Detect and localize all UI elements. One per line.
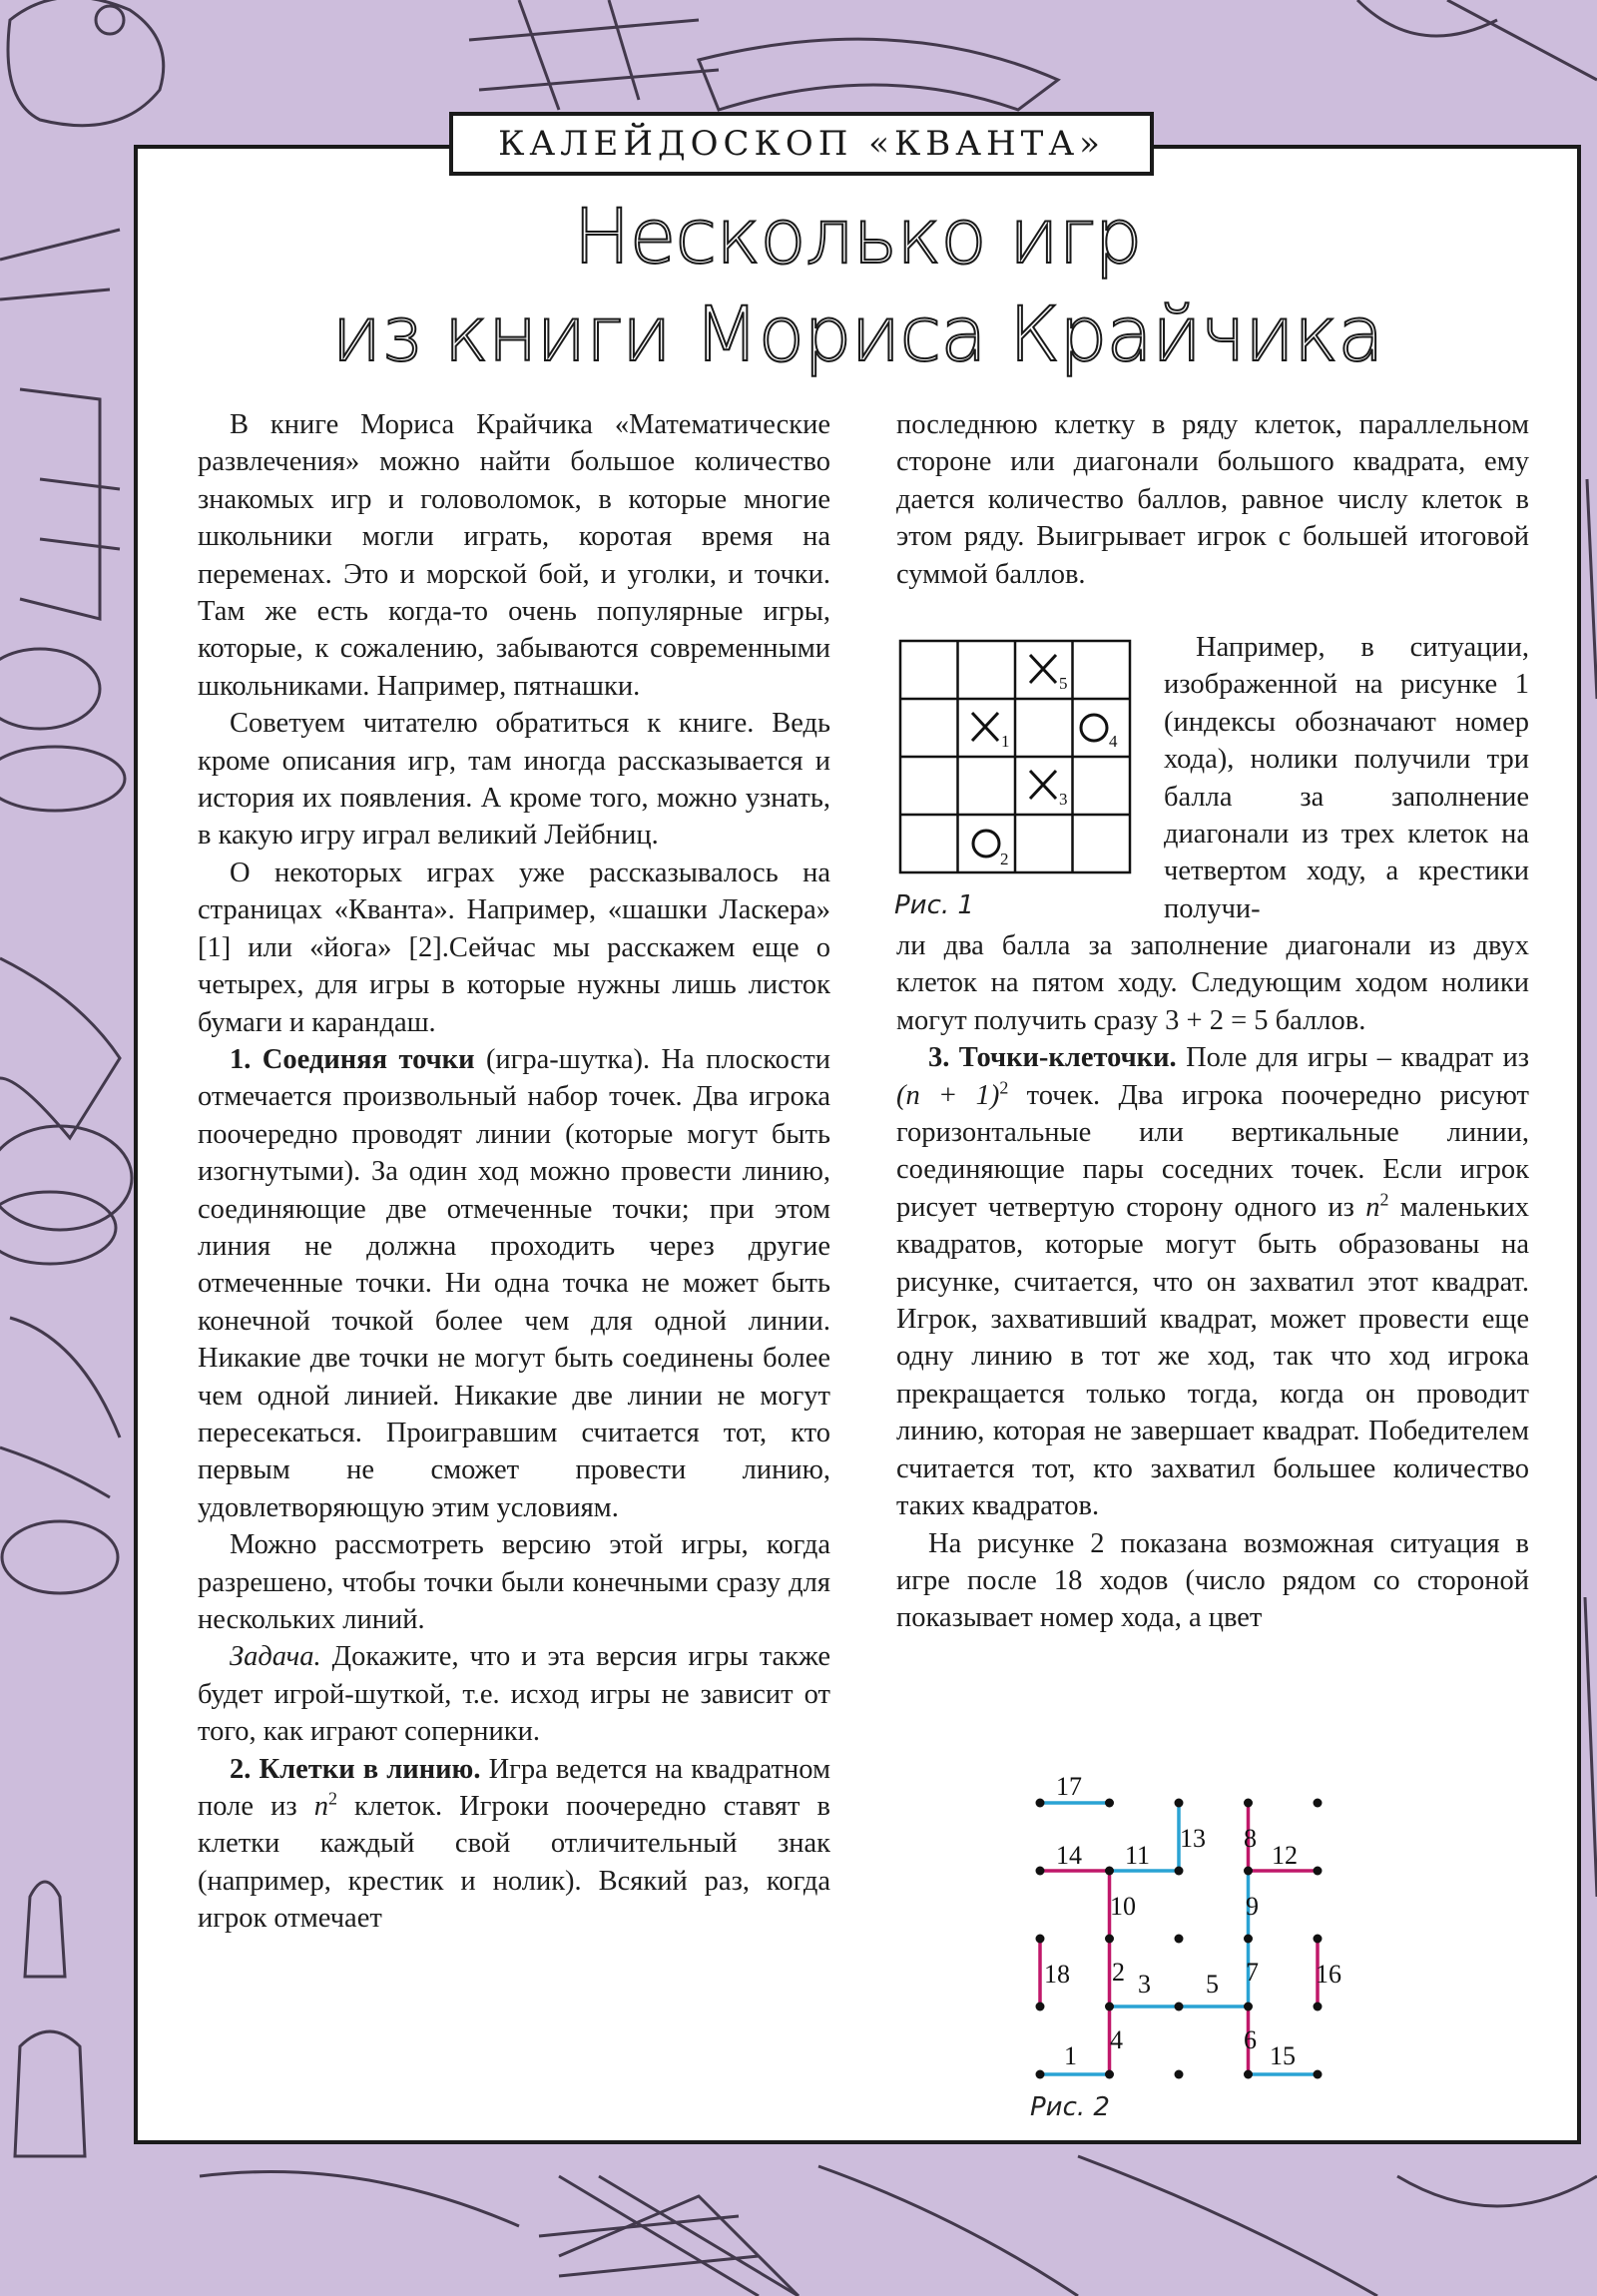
game2-paragraph	[198, 1751, 830, 1938]
move-label: 18	[1044, 1960, 1070, 1989]
grid-dot	[1105, 1867, 1114, 1876]
game3-text-a: Поле для игры – квадрат из	[1186, 1042, 1529, 1074]
move-label: 7	[1246, 1958, 1259, 1987]
move-label: 13	[1180, 1824, 1206, 1853]
nought-mark-icon	[1081, 715, 1107, 741]
grid-dot	[1105, 2070, 1114, 2079]
move-label: 4	[1110, 2025, 1123, 2054]
grid-dot	[1314, 2003, 1323, 2011]
cross-mark-icon	[1030, 655, 1056, 683]
game2-variable: n	[313, 1791, 328, 1823]
grid-dot	[1175, 2003, 1184, 2011]
right-column-bottom	[896, 927, 1529, 1637]
grid-dot	[1175, 1867, 1184, 1876]
game3-title: 3. Точки-клеточки.	[928, 1042, 1177, 1074]
move-label: 12	[1272, 1841, 1298, 1870]
move-label: 8	[1244, 1824, 1257, 1853]
nought-mark-icon	[973, 831, 999, 857]
game3-exponent: 2	[999, 1077, 1009, 1098]
grid-dot	[1244, 2003, 1253, 2011]
grid-dot	[1036, 1867, 1045, 1876]
figure1-caption: Рис. 1	[894, 890, 974, 920]
grid-dot	[1036, 1935, 1045, 1944]
game3-formula: (n + 1)	[896, 1079, 1000, 1111]
grid-dot	[1314, 1935, 1323, 1944]
move-label: 9	[1246, 1892, 1259, 1921]
grid-dot	[1175, 1935, 1184, 1944]
grid-dot	[1105, 1935, 1114, 1944]
grid-dot	[1244, 1935, 1253, 1944]
move-label: 11	[1125, 1841, 1151, 1870]
task-label: Задача.	[230, 1641, 321, 1673]
paragraph: На рисунке 2 показана возможная ситуация в игре после 18 ходов (число рядом со стороной показывает номер хода, а цвет	[896, 1527, 1529, 1634]
move-label: 2	[1112, 1958, 1125, 1987]
chess-piece-sketch-icon	[15, 1882, 85, 2156]
move-index: 5	[1059, 674, 1068, 693]
paragraph: В книге Мориса Крайчика «Математические развлечения» можно найти большое количество знакомых игр и головоломок, в которые многие школьники могли играть, коротая время на переменах. Это и морской бой, и уголки, и точки. Там же есть когда-то очень популярные игры, которые, к сожалению, забываются современными школьниками. Например, пятнашки.	[198, 409, 830, 702]
grid-dot	[1244, 1867, 1253, 1876]
move-label: 17	[1056, 1775, 1082, 1801]
grid-dot	[1036, 2003, 1045, 2011]
move-label: 3	[1138, 1970, 1151, 1999]
grid-dot	[1036, 1799, 1045, 1808]
article-title-line1: Несколько игр	[573, 192, 1142, 281]
move-label: 15	[1270, 2041, 1296, 2070]
move-label: 1	[1064, 2041, 1077, 2070]
figure2-caption: Рис. 2	[1030, 2092, 1110, 2122]
game3-text-b: точек. Два игрока поочередно рисуют горизонтальные или вертикальные линии, соединяющие пары соседних точек. Если игрок рисует четвертую сторону одного из	[896, 1079, 1529, 1223]
game3-exponent2: 2	[1379, 1189, 1389, 1210]
task-text: Докажите, что и эта версия игры также будет игрой-шуткой, т.е. исход игры не зависит от того, как играют соперники.	[198, 1641, 830, 1748]
paragraph: ли два балла за заполнение диагонали из двух клеток на пятом ходу. Следующим ходом нолики могут получить сразу 3 + 2 = 5 баллов.	[896, 930, 1529, 1036]
grid-dot	[1314, 1799, 1323, 1808]
move-label: 5	[1206, 1970, 1219, 1999]
move-index: 4	[1109, 732, 1118, 751]
grid-dot	[1175, 1799, 1184, 1808]
figure1-grid	[898, 639, 1134, 878]
game1-paragraph	[198, 1041, 830, 1526]
grid-dot	[1036, 2070, 1045, 2079]
wrap-paragraph: Например, в ситуации, изображенной на рисунке 1 (индексы обозначают номер хода), нолики получили три балла за заполнение диагонали из трех клеток на четвертом ходу, а крестики получи-	[1164, 632, 1529, 924]
grid-dot	[1105, 1799, 1114, 1808]
grid-dot	[1175, 2070, 1184, 2079]
grid-dot	[1314, 1867, 1323, 1876]
game2-title: 2. Клетки в линию.	[230, 1753, 481, 1785]
game3-variable: n	[1365, 1191, 1380, 1223]
paragraph: последнюю клетку в ряду клеток, параллельном стороне или диагонали большого квадрата, ему дается количество баллов, равное числу клеток в этом ряду. Выигрывает игрок с большей итоговой суммой баллов.	[896, 409, 1529, 590]
task-paragraph	[198, 1638, 830, 1750]
move-index: 2	[1000, 850, 1009, 868]
figure2-dots-boxes	[1018, 1775, 1347, 2094]
game2-text-a: Игра ведется на квадратном поле из	[198, 1753, 830, 1823]
move-label: 10	[1110, 1892, 1136, 1921]
section-label: КАЛЕЙДОСКОП «КВАНТА»	[449, 112, 1154, 176]
move-index: 1	[1001, 732, 1010, 751]
game1-title: 1. Соединяя точки	[230, 1043, 475, 1075]
cross-mark-icon	[972, 713, 998, 741]
game1-text: (игра-шутка). На плоскости отмечается произвольный набор точек. Два игрока поочередно проводят линии (которые могут быть изогнутыми). За один ход можно провести линию, соединяющие две отмеченные точки; при этом линия не должна проходить через другие отмеченные точки. Ни одна точка не может быть конечной точкой более чем для одной линии. Никакие две точки не могут быть соединены более чем одной линией. Никакие две линии не могут пересекаться. Проигравшим считается тот, кто первым не сможет провести линию, удовлетворяющую этим условиям.	[198, 1043, 830, 1523]
move-label: 6	[1244, 2025, 1257, 2054]
frog-sketch-icon	[8, 0, 164, 126]
paragraph: Можно рассмотреть версию этой игры, когда разрешено, чтобы точки были конечными сразу для нескольких линий.	[198, 1529, 830, 1635]
move-label: 14	[1056, 1841, 1082, 1870]
grid-dot	[1244, 2070, 1253, 2079]
grid-dot	[1244, 1799, 1253, 1808]
right-column-top	[896, 406, 1529, 593]
game3-text-c: маленьких квадратов, которые могут быть образованы на рисунке, считается, что он захватил этот квадрат. Игрок, захвативший квадрат, может провести еще одну линию в тот же ход, так что ход игрока прекращается только тогда, когда он проводит линию, которая не завершает квадрат. Победителем считается тот, кто захватил большее количество таких квадратов.	[896, 1191, 1530, 1522]
tictactoe-grid-bottom-icon	[539, 2176, 798, 2296]
grid-dot	[1105, 2003, 1114, 2011]
tictactoe-sketch-icon	[20, 389, 120, 619]
cross-mark-icon	[1030, 771, 1056, 799]
move-label: 16	[1316, 1960, 1341, 1989]
move-index: 3	[1059, 790, 1068, 809]
paragraph: О некоторых играх уже рассказывалось на страницах «Кванта». Например, «шашки Ласкера» [1] или «йога» [2].Сейчас мы расскажем еще о четырех, для игры в которые нужны лишь листок бумаги и карандаш.	[198, 857, 830, 1038]
paragraph: Советуем читателю обратиться к книге. Ведь кроме описания игр, там иногда рассказывается и история их появления. А кроме того, можно узнать, в какую игру играл великий Лейбниц.	[198, 708, 830, 852]
game3-paragraph	[896, 1039, 1529, 1524]
grid-dot	[1314, 2070, 1323, 2079]
game2-text-b: клеток. Игроки поочередно ставят в клетки каждый свой отличительный знак (например, крестик и нолик). Всякий раз, когда игрок отмечает	[198, 1791, 831, 1935]
book-sketch-icon	[699, 39, 1058, 110]
game2-exponent: 2	[327, 1788, 337, 1809]
left-column	[198, 406, 830, 1938]
article-title-line2: из книги Мориса Крайчика	[331, 289, 1383, 378]
